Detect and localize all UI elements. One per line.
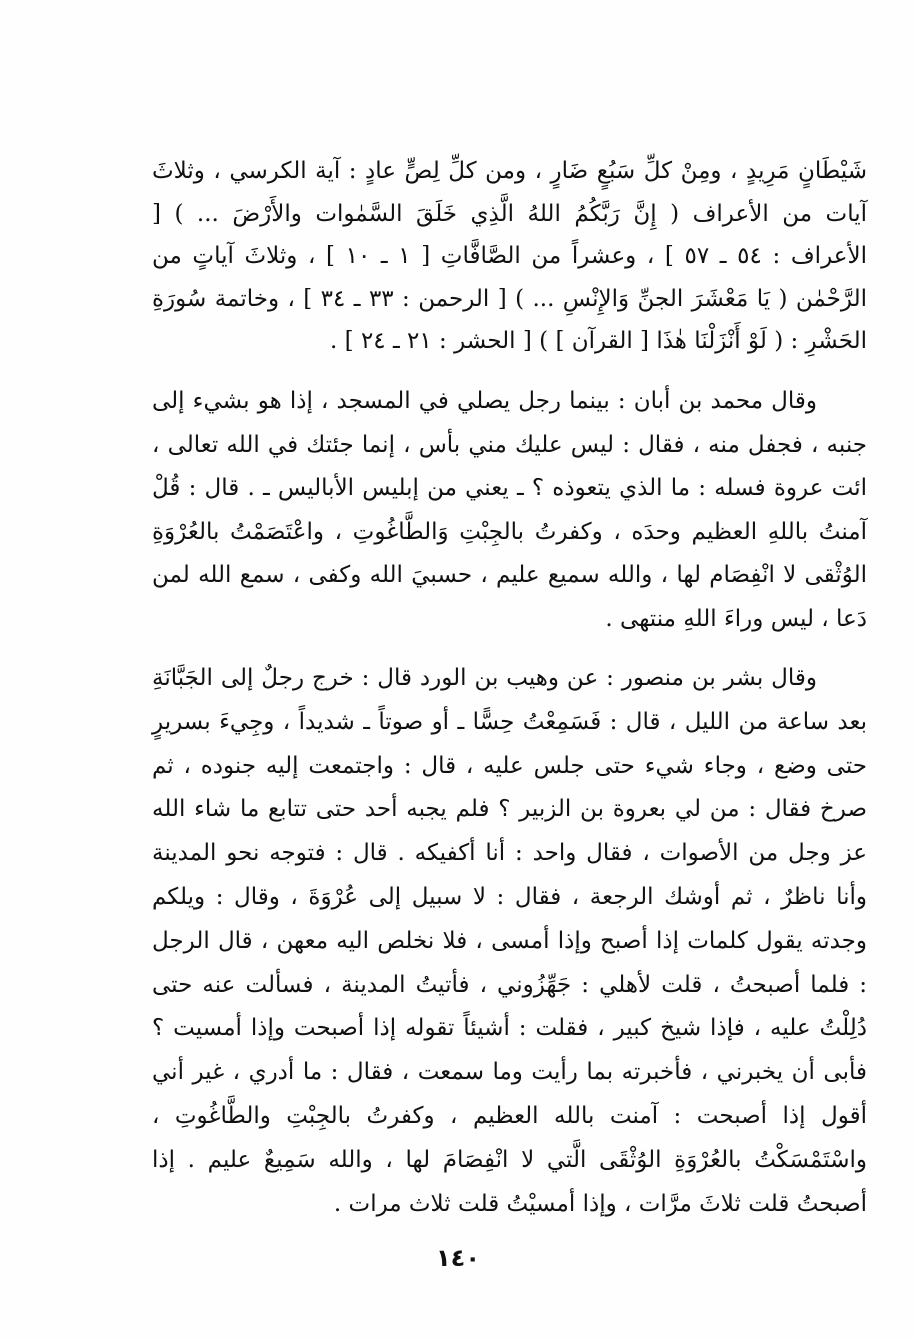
paragraph-verses-list: شَيْطَانٍ مَرِيدٍ ، ومِنْ كلِّ سَبُعٍ ضَارٍ ، ومن كلِّ لِصٍّ عادٍ : آية الكرسي ، وثلاثَ آيات من الأعراف ( إِنَّ رَبَّكُمُ اللهُ الَّذِي خَلَقَ السَّمٰوات والأَرْضَ ... ) [ الأعراف : ٥٤ ـ ٥٧ ] ، وعشراً من الصَّافَّاتِ [ ١ ـ ١٠ ] ، وثلاثَ آياتٍ من الرَّحْمٰن ( يَا مَعْشَرَ الجنِّ وَالإِنْسِ ... ) [ الرحمن : ٣٣ ـ ٣٤ ] ، وخاتمة سُورَةِ الحَشْرِ : ( لَوْ أَنْزَلْنَا هٰذَا [ القرآن ] ) [ الحشر : ٢١ ـ ٢٤ ] . [152, 158, 867, 354]
paragraph-block-3 [152, 657, 867, 1226]
paragraph-block-1 [152, 150, 867, 363]
page-number: ١٤٠ [436, 1244, 480, 1272]
paragraph-muhammad-ibn-aban: وقال محمد بن أبان : بينما رجل يصلي في المسجد ، إذا هو بشيء إلى جنبه ، فجفل منه ، فقال : ليس عليك مني بأس ، إنما جئتك في الله تعالى ، ائت عروة فسله : ما الذي يتعوذه ؟ ـ يعني من إبليس الأباليس ـ . قال : قُلْ آمنتُ باللهِ العظيم وحدَه ، وكفرتُ بالجِبْتِ وَالطَّاغُوتِ ، واعْتَصَمْتُ بالعُرْوَةِ الوُثْقى لا انْفِصَام لها ، والله سميع عليم ، حسبيَ الله وكفى ، سمع الله لمن دَعا ، ليس وراءَ اللهِ منتهى . [152, 388, 867, 632]
paragraph-block-2 [152, 380, 867, 641]
paragraph-bishr-ibn-mansur: وقال بشر بن منصور : عن وهيب بن الورد قال : خرج رجلٌ إلى الجَبَّانَةِ بعد ساعة من الليل ، قال : فَسَمِعْتُ حِسًّا ـ أو صوتاً ـ شديداً ، وجِيءَ بسريرٍ حتى وضع ، وجاء شيء حتى جلس عليه ، قال : واجتمعت إليه جنوده ، ثم صرخ فقال : من لي بعروة بن الزبير ؟ فلم يجبه أحد حتى تتابع ما شاء الله عز وجل من الأصوات ، فقال واحد : أنا أكفيكه . قال : فتوجه نحو المدينة وأنا ناظرٌ ، ثم أوشك الرجعة ، فقال : لا سبيل إلى عُرْوَةَ ، وقال : ويلكم وجدته يقول كلمات إذا أصبح وإذا أمسى ، فلا نخلص اليه معهن ، قال الرجل : فلما أصبحتُ ، قلت لأهلي : جَهِّزُوني ، فأتيتُ المدينة ، فسألت عنه حتى دُلِلْتُ عليه ، فإذا شيخ كبير ، فقلت : أشيئاً تقوله إذا أصبحت وإذا أمسيت ؟ فأبى أن يخبرني ، فأخبرته بما رأيت وما سمعت ، فقال : ما أدري ، غير أني أقول إذا أصبحت : آمنت بالله العظيم ، وكفرتُ بالجِبْتِ والطَّاغُوتِ ، واسْتَمْسَكْتُ بالعُرْوَةِ الوُثْقَى الَّتي لا انْفِصَامَ لها ، والله سَمِيعٌ عليم . إذا أصبحتُ قلت ثلاثَ مرَّات ، وإذا أمسيْتُ قلت ثلاث مرات . [152, 665, 867, 1217]
